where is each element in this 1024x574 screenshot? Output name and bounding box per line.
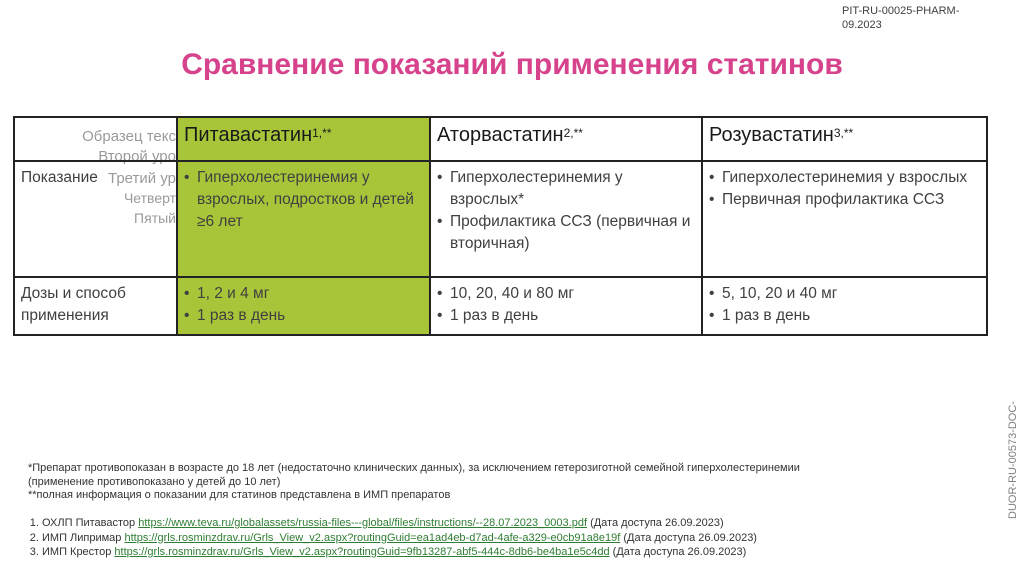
footnote-full-info: **полная информация о показании для статинов представлена в ИМП препаратов — [28, 489, 451, 501]
footnote-contraindication: *Препарат противопоказан в возрасте до 18 лет (недостаточно клинических данных), за исключением гетерозиготной семейной гиперхолестеринемии — [28, 462, 800, 474]
document-code: PIT-RU-00025-PHARM-09.2023 — [842, 5, 960, 31]
cell-pitavastatin-dosage — [177, 277, 430, 335]
table-header-row — [14, 117, 987, 161]
reference-link-2[interactable]: https://grls.rosminzdrav.ru/Grls_View_v2.aspx?routingGuid=ea1ad4eb-d7ad-4afe-a329-e0cb91a8e19f — [124, 531, 621, 544]
reference-item: 1. ОХЛП Питавастор https://www.teva.ru/globalassets/russia-files---global/files/instructions/--28.07.2023_0003.pdf (Дата доступа 26.09.2023) — [42, 516, 1006, 531]
ghost-line-5: Пятый — [134, 210, 176, 226]
cell-pitavastatin-indication — [177, 161, 430, 277]
header-rosuvastatin: Розувастатин$^{3,**}$ — [702, 117, 987, 161]
side-document-code — [1008, 380, 1018, 540]
side-document-code-text: DUOR-RU-00573-DOC- — [1007, 401, 1019, 519]
list-item: • 10, 20, 40 и 80 мг — [437, 283, 695, 305]
list-item: • Гиперхолестеринемия у взрослых — [709, 167, 980, 189]
footnote-contraindication-cont: (применение противопоказано у детей до 10 лет) — [28, 475, 281, 488]
cell-rosuvastatin-dosage — [702, 277, 987, 335]
list-item: • 1 раз в день — [184, 305, 423, 327]
ghost-line-4: Четверт — [123, 190, 176, 206]
list-item: • 1 раз в день — [437, 305, 695, 327]
cell-atorvastatin-indication — [430, 161, 702, 277]
slide-title: Сравнение показаний применения статинов — [181, 48, 843, 81]
reference-item: 3. ИМП Крестор https://grls.rosminzdrav.ru/Grls_View_v2.aspx?routingGuid=9fb13287-abf5-444c-8db6-be4ba1e5c4dd (Дата доступа 26.09.2023) — [42, 545, 1006, 560]
list-item: • Профилактика ССЗ (первичная и вторичная) — [437, 211, 695, 255]
row-label-dosage: Дозы и способ применения — [14, 277, 177, 335]
list-item: • Гиперхолестеринемия у взрослых, подростков и детей ≥6 лет — [184, 167, 423, 233]
header-empty-cell — [14, 117, 177, 161]
header-pitavastatin: Питавастатин$^{1,**}$ — [177, 117, 430, 161]
table-row — [14, 277, 987, 335]
ghost-line-1: Образец текс — [82, 128, 176, 145]
list-item: • 5, 10, 20 и 40 мг — [709, 283, 980, 305]
list-item: • 1, 2 и 4 мг — [184, 283, 423, 305]
table-row — [14, 161, 987, 277]
statin-comparison-table — [13, 116, 988, 336]
reference-link-1[interactable]: https://www.teva.ru/globalassets/russia-files---global/files/instructions/--28.07.2023_0003.pdf — [138, 517, 588, 529]
references — [26, 516, 1006, 560]
ghost-line-2: Второй уро — [98, 148, 176, 165]
ghost-line-3: Третий ур — [108, 170, 176, 187]
list-item: • 1 раз в день — [709, 305, 980, 327]
row-label-indication: Показание — [14, 161, 177, 277]
list-item: • Гиперхолестеринемия у взрослых* — [437, 167, 695, 211]
reference-item: 2. ИМП Липримар https://grls.rosminzdrav.ru/Grls_View_v2.aspx?routingGuid=ea1ad4eb-d7ad-4afe-a329-e0cb91a8e19f (Дата доступа 26.09.2023) — [42, 531, 1006, 546]
cell-rosuvastatin-indication — [702, 161, 987, 277]
list-item: • Первичная профилактика ССЗ — [709, 189, 980, 211]
footnotes — [28, 462, 998, 503]
header-atorvastatin: Аторвастатин$^{2,**}$ — [430, 117, 702, 161]
cell-atorvastatin-dosage — [430, 277, 702, 335]
reference-link-3[interactable]: https://grls.rosminzdrav.ru/Grls_View_v2.aspx?routingGuid=9fb13287-abf5-444c-8db6-be4ba1e5c4dd — [114, 546, 610, 558]
